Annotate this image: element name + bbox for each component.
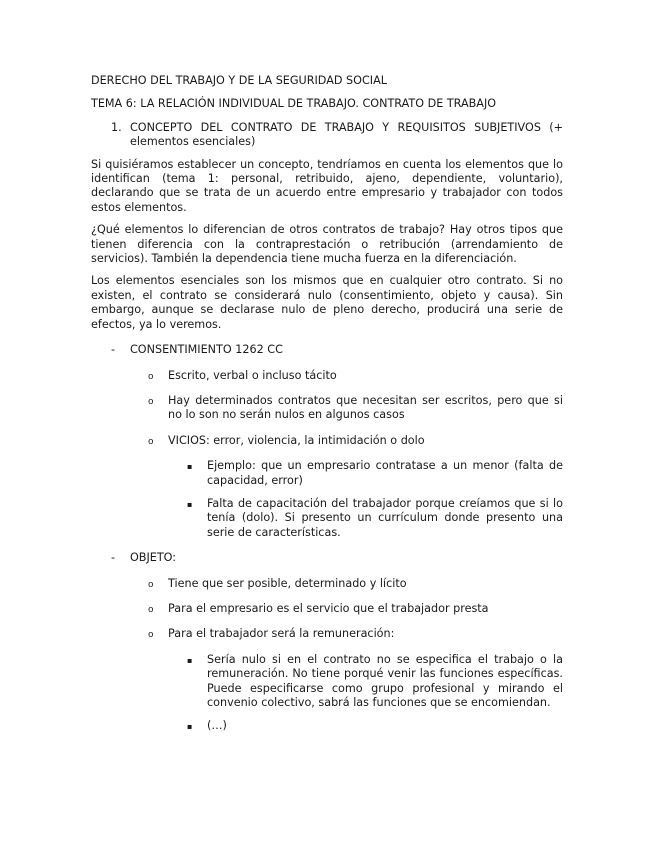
section-number: 1. [111,120,122,134]
objeto-title: OBJETO: [130,551,177,565]
consentimiento-item: Hay determinados contratos que necesitan ser escritos, pero que si no lo son no serán nulos en algunos casos [168,393,563,422]
list-item-objeto [91,551,563,565]
consentimiento-item: VICIOS: error, violencia, la intimidación o dolo [168,433,425,447]
paragraph-diferencias: ¿Qué elementos lo diferencian de otros contratos de trabajo? Hay otros tipos que tienen diferencia con la contraprestación o retribución (arrendamiento de servicios). También la dependencia tiene mucha fuerza en la diferenciación. [91,223,563,266]
remuneracion-sub-item: (…) [207,719,227,733]
circle-bullet-icon: o [148,371,154,382]
paragraph-elementos: Los elementos esenciales son los mismos que en cualquier otro contrato. Si no existen, el contrato se considerará nulo (consentimiento, objeto y causa). Sin embargo, aunque se declarase nulo de pleno derecho, producirá una serie de efectos, ya lo veremos. [91,274,563,331]
square-bullet-icon: ▪ [187,499,193,509]
list-item-vicios [91,434,563,448]
list-item-nulo-remuneracion [91,653,563,711]
vicios-sub-item: Ejemplo: que un empresario contratase a un menor (falta de capacidad, error) [207,459,563,487]
list-item-escrito [91,369,563,383]
remuneracion-sub-item: Sería nulo si en el contrato no se especifica el trabajo o la remuneración. No tiene porqué venir las funciones específicas. Puede especificarse como grupo profesional y mirando el convenio colectivo, sabrá las funciones que se encomiendan. [207,652,563,709]
circle-bullet-icon: o [148,436,154,447]
objeto-item: Tiene que ser posible, determinado y lícito [168,576,407,590]
list-item-empresario [91,602,563,616]
list-item-falta-capacitacion [91,497,563,540]
circle-bullet-icon: o [148,604,154,615]
circle-bullet-icon: o [148,579,154,590]
section-heading [91,121,563,150]
vicios-sub-item: Falta de capacitación del trabajador porque creíamos que si lo tenía (dolo). Si presento un currículum donde presento una serie de características. [207,496,563,539]
dash-marker: - [111,343,116,357]
document-page [91,74,563,734]
topic-title: TEMA 6: LA RELACIÓN INDIVIDUAL DE TRABAJO. CONTRATO DE TRABAJO [91,97,497,111]
square-bullet-icon: ▪ [187,655,193,665]
circle-bullet-icon: o [148,630,154,641]
paragraph-concepto: Si quisiéramos establecer un concepto, tendríamos en cuenta los elementos que lo identifican (tema 1: personal, retribuido, ajeno, dependiente, voluntario), declarando que se trata de un acuerdo entre empresario y trabajador con todos estos elementos. [91,157,563,214]
square-bullet-icon: ▪ [187,462,193,472]
course-title: DERECHO DEL TRABAJO Y DE LA SEGURIDAD SOCIAL [91,74,387,87]
list-item-trabajador [91,627,563,641]
list-item-ellipsis [91,719,563,733]
objeto-item: Para el empresario es el servicio que el trabajador presta [168,601,489,615]
consentimiento-item: Escrito, verbal o incluso tácito [168,368,337,382]
circle-bullet-icon: o [148,396,154,407]
list-item-ejemplo-menor [91,459,563,488]
section-title: CONCEPTO DEL CONTRATO DE TRABAJO Y REQUISITOS SUBJETIVOS (+ elementos esenciales) [130,120,563,149]
square-bullet-icon: ▪ [187,722,193,732]
consentimiento-title: CONSENTIMIENTO 1262 CC [130,343,283,357]
objeto-item: Para el trabajador será la remuneración: [168,627,395,641]
list-item-contratos-escritos [91,394,563,423]
list-item-posible [91,577,563,591]
list-item-consentimiento [91,343,563,357]
dash-marker: - [111,551,116,565]
